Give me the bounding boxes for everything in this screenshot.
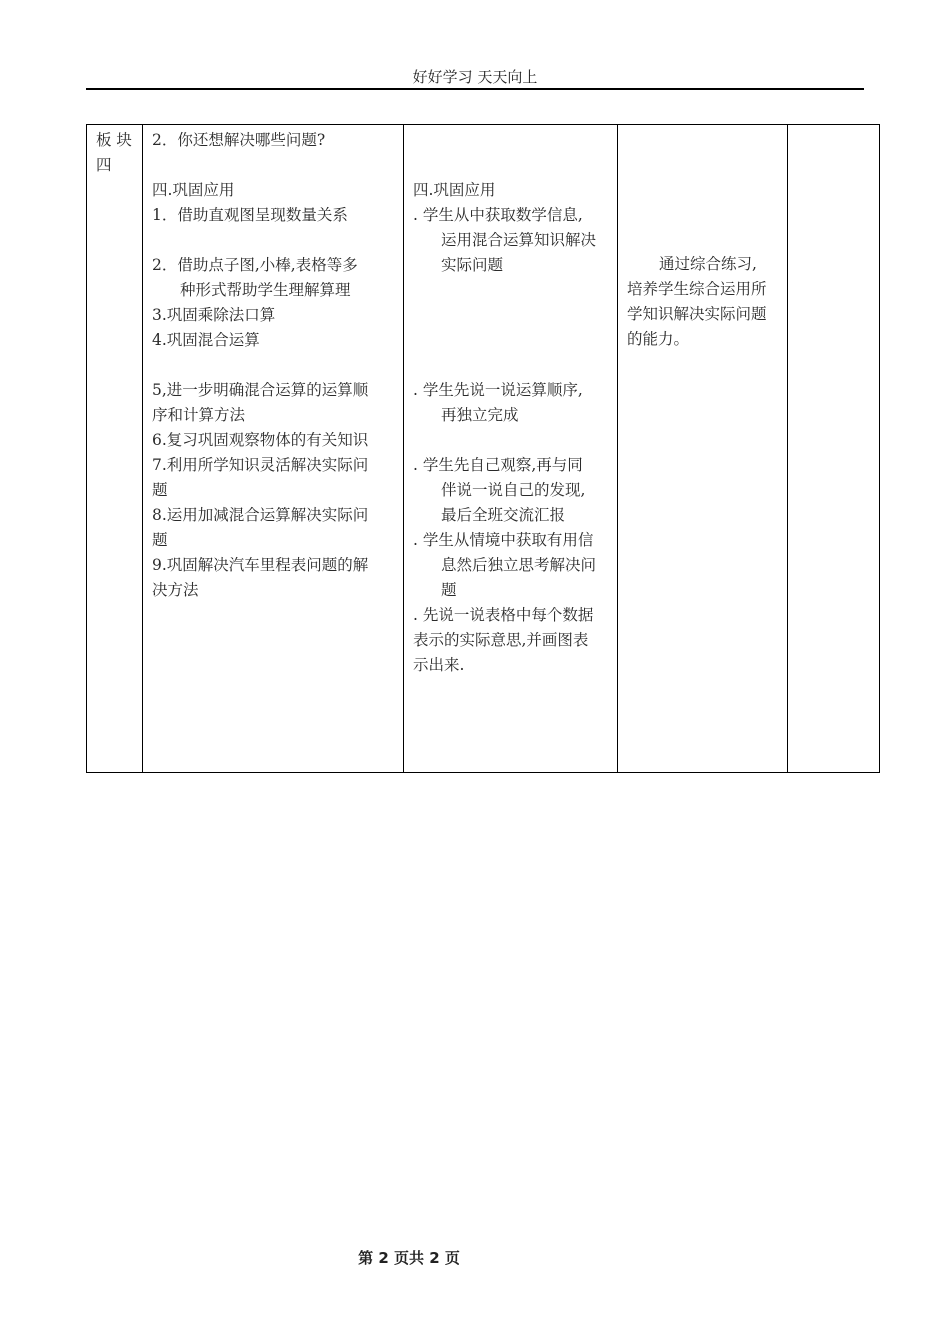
teacher-heading: 四.巩固应用 — [152, 181, 235, 199]
student-item: 再独立完成 — [441, 406, 519, 424]
header-divider — [86, 88, 864, 90]
teacher-item: 4.巩固混合运算 — [152, 331, 260, 349]
student-item: 伴说一说自己的发现, — [441, 481, 586, 499]
section-label-line: 板 块 — [96, 131, 132, 149]
teacher-item: 6.复习巩固观察物体的有关知识 — [152, 431, 369, 449]
section-label-line: 四 — [96, 156, 112, 174]
spacer — [413, 428, 609, 453]
spacer — [152, 153, 395, 178]
page-footer: 第 2 页共 2 页 — [358, 1249, 460, 1267]
purpose-line: 通过综合练习, — [659, 255, 757, 273]
table-row — [87, 125, 880, 773]
spacer — [413, 353, 609, 378]
student-item: 实际问题 — [441, 256, 504, 274]
student-activity-cell — [404, 125, 618, 773]
lesson-plan-table — [86, 124, 880, 773]
spacer — [413, 153, 609, 178]
teacher-item: 1．借助直观图呈现数量关系 — [152, 206, 348, 224]
purpose-line: 培养学生综合运用所 — [627, 280, 767, 298]
purpose-line: 学知识解决实际问题 — [627, 305, 767, 323]
teacher-item: 2．你还想解决哪些问题? — [152, 131, 326, 149]
teacher-item: 8.运用加减混合运算解决实际问 — [152, 506, 369, 524]
spacer — [413, 128, 609, 153]
teacher-item: 7.利用所学知识灵活解决实际问 — [152, 456, 369, 474]
teacher-item: 决方法 — [152, 581, 199, 599]
teacher-item: 3.巩固乘除法口算 — [152, 306, 276, 324]
purpose-line: 的能力。 — [627, 330, 690, 348]
spacer — [152, 353, 395, 378]
student-item: 息然后独立思考解决问 — [441, 556, 597, 574]
design-purpose-cell — [618, 125, 788, 773]
teacher-item: 种形式帮助学生理解算理 — [180, 281, 351, 299]
teacher-item: 5,进一步明确混合运算的运算顺 — [152, 381, 369, 399]
page-header: 好好学习 天天向上 — [412, 68, 538, 86]
student-item: 表示的实际意思,并画图表 — [413, 631, 589, 649]
spacer — [413, 303, 609, 328]
notes-cell — [788, 125, 880, 773]
teacher-item: 题 — [152, 481, 168, 499]
student-item: . 先说一说表格中每个数据 — [413, 606, 594, 624]
teacher-item: 题 — [152, 531, 168, 549]
student-item: . 学生从情境中获取有用信 — [413, 531, 594, 549]
spacer — [152, 228, 395, 253]
student-item: 示出来. — [413, 656, 465, 674]
student-item: . 学生先说一说运算顺序, — [413, 381, 583, 399]
student-item: 最后全班交流汇报 — [441, 506, 566, 524]
student-item: . 学生从中获取数学信息, — [413, 206, 583, 224]
teacher-item: 9.巩固解决汽车里程表问题的解 — [152, 556, 369, 574]
student-item: 题 — [441, 581, 457, 599]
section-label-cell — [87, 125, 143, 773]
student-heading: 四.巩固应用 — [413, 181, 496, 199]
teacher-item: 2．借助点子图,小棒,表格等多 — [152, 256, 358, 274]
spacer — [413, 328, 609, 353]
teacher-item: 序和计算方法 — [152, 406, 246, 424]
student-item: . 学生先自己观察,再与同 — [413, 456, 583, 474]
spacer — [413, 278, 609, 303]
teacher-activity-cell — [143, 125, 404, 773]
student-item: 运用混合运算知识解决 — [441, 231, 597, 249]
